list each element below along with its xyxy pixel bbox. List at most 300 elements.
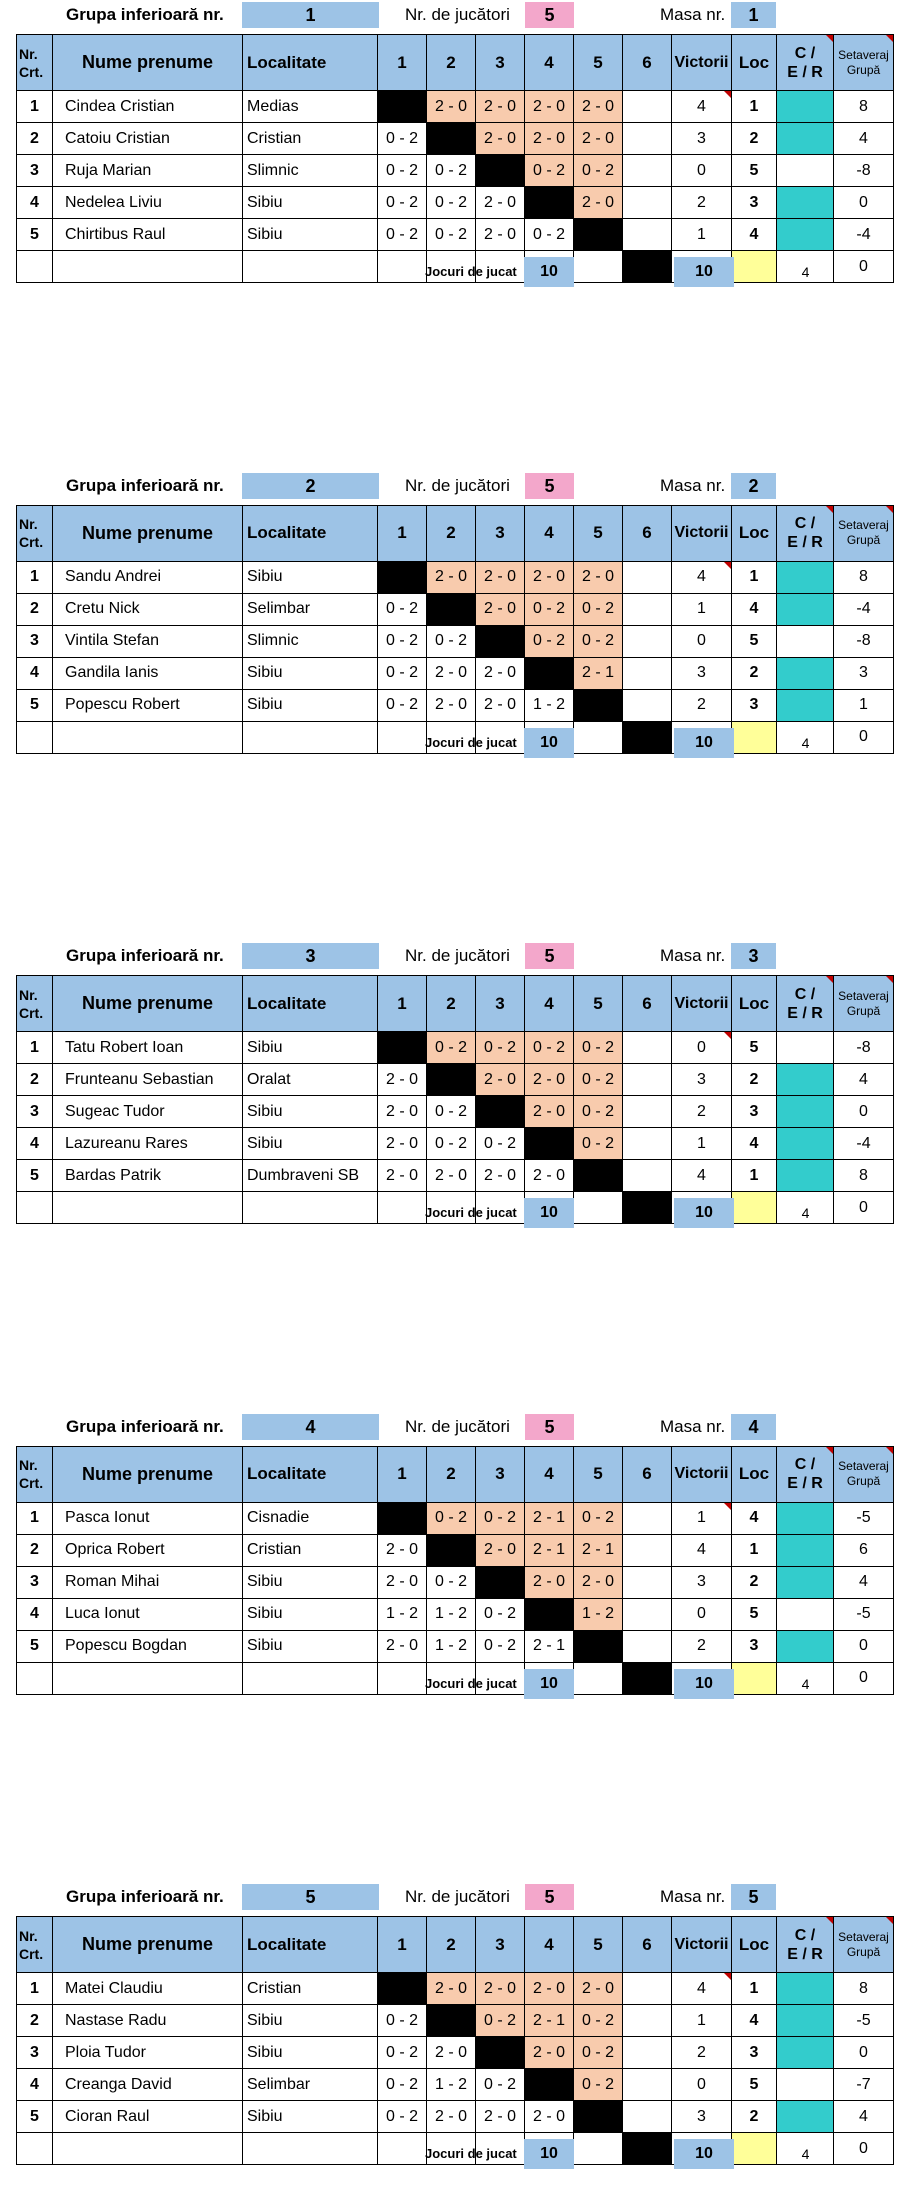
score-cell xyxy=(525,1128,574,1160)
player-name xyxy=(53,1662,243,1694)
col-opponent-4-header: 4 xyxy=(525,1446,574,1502)
row-number: 1 xyxy=(17,1502,53,1534)
cer-cell xyxy=(777,2037,834,2069)
player-locality: Sibiu xyxy=(243,2037,378,2069)
player-locality: Cristian xyxy=(243,1534,378,1566)
score-cell xyxy=(623,2005,672,2037)
cer-cell xyxy=(777,155,834,187)
comment-marker-icon[interactable] xyxy=(826,506,833,513)
score-cell xyxy=(427,1534,476,1566)
wins-value: 3 xyxy=(697,664,706,681)
player-row xyxy=(17,155,894,187)
set-average-cell: 0 xyxy=(834,251,894,283)
group-section-1 xyxy=(0,0,900,330)
row-number: 4 xyxy=(17,2069,53,2101)
place-cell xyxy=(732,1662,777,1694)
score-cell xyxy=(476,1096,525,1128)
score-cell xyxy=(623,593,672,625)
col-opponent-1-header: 1 xyxy=(378,35,427,91)
results-table xyxy=(16,975,894,1224)
score-cell xyxy=(623,1032,672,1064)
set-average-cell: 0 xyxy=(834,187,894,219)
row-number xyxy=(17,1662,53,1694)
player-row xyxy=(17,2069,894,2101)
wins-cell xyxy=(672,689,732,721)
score-cell xyxy=(574,2101,623,2133)
col-cer-header xyxy=(777,976,834,1032)
row-number: 4 xyxy=(17,1598,53,1630)
score-cell xyxy=(623,251,672,283)
score-cell: 2 - 0 xyxy=(525,561,574,593)
player-name: Bardas Patrik xyxy=(53,1160,243,1192)
wins-value: 2 xyxy=(697,193,706,211)
score-cell: 2 - 0 xyxy=(476,1160,525,1192)
score-cell: 2 - 1 xyxy=(574,657,623,689)
set-average-cell: -8 xyxy=(834,625,894,657)
col-name-header: Nume prenume xyxy=(53,35,243,91)
player-row xyxy=(17,1973,894,2005)
cer-cell xyxy=(777,1598,834,1630)
col-set-line2: Grupă xyxy=(846,62,881,77)
wins-value: 4 xyxy=(697,1541,706,1558)
place-cell: 5 xyxy=(732,155,777,187)
place-cell: 3 xyxy=(732,187,777,219)
score-cell xyxy=(623,721,672,753)
score-cell: 1 - 2 xyxy=(427,1630,476,1662)
score-cell xyxy=(427,123,476,155)
col-cer-line1: C / xyxy=(794,44,816,62)
col-cer-line1: C / xyxy=(794,1456,816,1473)
col-opponent-5-header: 5 xyxy=(574,35,623,91)
col-locality-header: Localitate xyxy=(243,505,378,561)
score-cell xyxy=(623,2037,672,2069)
player-row xyxy=(17,1598,894,1630)
player-row xyxy=(17,91,894,123)
wins-value: 1 xyxy=(697,225,706,243)
player-locality: Sibiu xyxy=(243,2005,378,2037)
score-cell: 2 - 0 xyxy=(525,91,574,123)
wins-cell xyxy=(672,155,732,187)
score-cell: 0 - 2 xyxy=(378,2101,427,2133)
place-cell: 5 xyxy=(732,1598,777,1630)
col-opponent-4-header: 4 xyxy=(525,505,574,561)
score-cell xyxy=(623,187,672,219)
player-name: Cindea Cristian xyxy=(53,91,243,123)
table-label: Masa nr. xyxy=(660,5,726,24)
score-cell: 2 - 0 xyxy=(574,123,623,155)
player-name: Tatu Robert Ioan xyxy=(53,1032,243,1064)
col-nr-line1: Nr. xyxy=(19,986,38,1003)
col-cer-line2: E / R xyxy=(787,1004,823,1022)
col-opponent-3-header: 3 xyxy=(476,1917,525,1973)
player-name: Vintila Stefan xyxy=(53,625,243,657)
wins-value: 4 xyxy=(697,97,706,115)
col-opponent-6-header: 6 xyxy=(623,505,672,561)
col-name-header: Nume prenume xyxy=(53,1917,243,1973)
col-place-header: Loc xyxy=(732,1446,777,1502)
group-number: 5 xyxy=(242,1884,379,1910)
col-nr-line1: Nr. xyxy=(19,516,38,532)
col-set-header xyxy=(834,35,894,91)
row-number: 3 xyxy=(17,625,53,657)
score-cell xyxy=(623,219,672,251)
players-label: Nr. de jucători xyxy=(405,1887,510,1906)
group-label: Grupa inferioară nr. xyxy=(66,1887,224,1906)
players-count: 5 xyxy=(525,1414,574,1440)
cer-cell xyxy=(777,1502,834,1534)
place-cell: 2 xyxy=(732,2101,777,2133)
player-name: Popescu Robert xyxy=(53,689,243,721)
player-name: Nastase Radu xyxy=(53,2005,243,2037)
comment-marker-icon[interactable] xyxy=(886,976,893,983)
table-label: Masa nr. xyxy=(660,1887,726,1906)
score-cell xyxy=(623,1662,672,1694)
score-cell: 2 - 0 xyxy=(378,1630,427,1662)
score-cell: 2 - 0 xyxy=(427,2037,476,2069)
col-set-header xyxy=(834,1917,894,1973)
cer-cell xyxy=(777,593,834,625)
score-cell xyxy=(378,1502,427,1534)
col-cer-header xyxy=(777,35,834,91)
table-number: 3 xyxy=(731,943,776,969)
player-row xyxy=(17,1566,894,1598)
score-cell: 2 - 0 xyxy=(525,1064,574,1096)
player-row xyxy=(17,1064,894,1096)
wins-value: 2 xyxy=(697,1637,706,1654)
place-cell xyxy=(732,2133,777,2165)
comment-marker-icon[interactable] xyxy=(886,1917,893,1924)
set-average-cell: 1 xyxy=(834,689,894,721)
header-row xyxy=(17,976,894,1032)
col-nr-header xyxy=(17,505,53,561)
header-row xyxy=(17,1446,894,1502)
col-set-line2: Grupă xyxy=(846,1003,881,1018)
score-cell: 2 - 0 xyxy=(476,219,525,251)
col-opponent-3-header: 3 xyxy=(476,35,525,91)
games-extra: 4 xyxy=(801,2146,810,2162)
set-average-cell: 0 xyxy=(834,721,894,753)
cer-cell xyxy=(777,625,834,657)
player-row xyxy=(17,1032,894,1064)
place-cell: 1 xyxy=(732,91,777,123)
col-opponent-2-header: 2 xyxy=(427,1917,476,1973)
col-set-line1: Setaveraj xyxy=(838,1929,889,1944)
row-number xyxy=(17,2133,53,2165)
col-cer-line2: E / R xyxy=(787,63,823,81)
row-number: 5 xyxy=(17,219,53,251)
player-row xyxy=(17,561,894,593)
col-set-line2: Grupă xyxy=(846,1944,881,1959)
games-label: Jocuri de jucat xyxy=(425,1675,517,1691)
cer-cell xyxy=(777,1032,834,1064)
player-locality: Sibiu xyxy=(243,1630,378,1662)
score-cell xyxy=(476,2037,525,2069)
player-row xyxy=(17,2037,894,2069)
wins-cell xyxy=(672,1534,732,1566)
score-cell xyxy=(574,219,623,251)
games-count-total: 10 xyxy=(674,1669,734,1699)
score-cell: 2 - 1 xyxy=(525,1502,574,1534)
score-cell xyxy=(623,1160,672,1192)
set-average-cell: 8 xyxy=(834,91,894,123)
score-cell xyxy=(574,1630,623,1662)
place-cell: 3 xyxy=(732,2037,777,2069)
col-nr-header xyxy=(17,1446,53,1502)
score-cell: 0 - 2 xyxy=(574,2069,623,2101)
comment-marker-icon[interactable] xyxy=(724,91,731,98)
score-cell: 0 - 2 xyxy=(476,1630,525,1662)
row-number: 5 xyxy=(17,2101,53,2133)
col-opponent-3-header: 3 xyxy=(476,505,525,561)
col-opponent-5-header: 5 xyxy=(574,976,623,1032)
player-locality: Sibiu xyxy=(243,1096,378,1128)
score-cell: 2 - 0 xyxy=(476,1534,525,1566)
score-cell: 0 - 2 xyxy=(378,219,427,251)
comment-marker-icon[interactable] xyxy=(886,35,893,42)
col-locality-header: Localitate xyxy=(243,35,378,91)
place-cell: 2 xyxy=(732,657,777,689)
score-cell: 0 - 2 xyxy=(476,1598,525,1630)
cer-cell xyxy=(777,123,834,155)
col-opponent-4-header: 4 xyxy=(525,976,574,1032)
col-nr-line1: Nr. xyxy=(19,1927,38,1944)
place-cell: 5 xyxy=(732,2069,777,2101)
score-cell: 0 - 2 xyxy=(378,625,427,657)
games-extra: 4 xyxy=(801,1675,810,1692)
player-name: Frunteanu Sebastian xyxy=(53,1064,243,1096)
cer-cell xyxy=(777,1160,834,1192)
cer-cell xyxy=(777,91,834,123)
score-cell: 2 - 0 xyxy=(476,1973,525,2005)
cer-cell xyxy=(777,657,834,689)
score-cell: 0 - 2 xyxy=(427,155,476,187)
games-label: Jocuri de jucat xyxy=(425,264,517,279)
col-nr-header xyxy=(17,35,53,91)
player-name: Ruja Marian xyxy=(53,155,243,187)
wins-value: 0 xyxy=(697,161,706,179)
header-row xyxy=(17,35,894,91)
score-cell: 0 - 2 xyxy=(525,155,574,187)
col-locality-header: Localitate xyxy=(243,1446,378,1502)
row-number: 1 xyxy=(17,1973,53,2005)
wins-cell xyxy=(672,1502,732,1534)
score-cell xyxy=(574,1160,623,1192)
row-number: 2 xyxy=(17,2005,53,2037)
set-average-cell: 0 xyxy=(834,2037,894,2069)
score-cell: 1 - 2 xyxy=(525,689,574,721)
score-cell xyxy=(623,91,672,123)
score-cell: 0 - 2 xyxy=(574,2037,623,2069)
set-average-cell: -4 xyxy=(834,593,894,625)
set-average-cell: 4 xyxy=(834,1566,894,1598)
wins-value: 0 xyxy=(697,1605,706,1622)
score-cell: 2 - 0 xyxy=(427,91,476,123)
score-cell xyxy=(623,1192,672,1224)
col-opponent-3-header: 3 xyxy=(476,1446,525,1502)
player-locality xyxy=(243,2133,378,2165)
score-cell: 2 - 0 xyxy=(574,91,623,123)
games-count: 10 xyxy=(524,1198,574,1228)
score-cell: 0 - 2 xyxy=(574,1032,623,1064)
score-cell: 2 - 0 xyxy=(574,187,623,219)
player-locality: Sibiu xyxy=(243,1598,378,1630)
wins-cell xyxy=(672,561,732,593)
player-name: Cioran Raul xyxy=(53,2101,243,2133)
results-table xyxy=(16,1446,894,1695)
score-cell xyxy=(525,187,574,219)
group-number: 2 xyxy=(242,473,379,499)
comment-marker-icon[interactable] xyxy=(826,1917,833,1924)
col-nr-line1: Nr. xyxy=(19,45,38,62)
row-number xyxy=(17,721,53,753)
score-cell xyxy=(623,1128,672,1160)
score-cell: 2 - 0 xyxy=(427,2101,476,2133)
player-locality: Sibiu xyxy=(243,187,378,219)
col-place-header: Loc xyxy=(732,1917,777,1973)
set-average-cell: 8 xyxy=(834,1160,894,1192)
comment-marker-icon[interactable] xyxy=(886,1447,893,1454)
results-table xyxy=(16,1916,894,2165)
wins-cell xyxy=(672,657,732,689)
group-label: Grupa inferioară nr. xyxy=(66,1416,224,1436)
score-cell: 1 - 2 xyxy=(378,1598,427,1630)
score-cell: 0 - 2 xyxy=(378,657,427,689)
score-cell: 2 - 0 xyxy=(378,1160,427,1192)
col-opponent-6-header: 6 xyxy=(623,976,672,1032)
score-cell: 0 - 2 xyxy=(378,155,427,187)
games-label: Jocuri de jucat xyxy=(425,2146,517,2161)
player-name: Nedelea Liviu xyxy=(53,187,243,219)
col-opponent-6-header: 6 xyxy=(623,1917,672,1973)
player-name xyxy=(53,251,243,283)
col-set-line2: Grupă xyxy=(846,533,881,547)
comment-marker-icon[interactable] xyxy=(886,506,893,513)
set-average-cell: -7 xyxy=(834,2069,894,2101)
set-average-cell: 0 xyxy=(834,1662,894,1694)
score-cell xyxy=(574,1662,623,1694)
score-cell xyxy=(623,625,672,657)
score-cell: 0 - 2 xyxy=(378,689,427,721)
wins-value: 4 xyxy=(697,1166,706,1184)
table-number: 5 xyxy=(731,1884,776,1910)
wins-cell xyxy=(672,1160,732,1192)
col-nr-line2: Crt. xyxy=(19,1945,44,1962)
row-number: 3 xyxy=(17,155,53,187)
player-row xyxy=(17,689,894,721)
score-cell: 2 - 0 xyxy=(525,1160,574,1192)
comment-marker-icon[interactable] xyxy=(826,1447,833,1454)
wins-cell xyxy=(672,2069,732,2101)
score-cell: 1 - 2 xyxy=(427,1598,476,1630)
player-locality: Medias xyxy=(243,91,378,123)
set-average-cell: -8 xyxy=(834,155,894,187)
games-count: 10 xyxy=(524,2139,574,2169)
player-locality xyxy=(243,721,378,753)
col-cer-header xyxy=(777,1446,834,1502)
score-cell: 0 - 2 xyxy=(378,123,427,155)
col-nr-header xyxy=(17,1917,53,1973)
player-row xyxy=(17,657,894,689)
set-average-cell: -8 xyxy=(834,1032,894,1064)
set-average-cell: -5 xyxy=(834,1502,894,1534)
wins-cell xyxy=(672,1128,732,1160)
comment-marker-icon[interactable] xyxy=(826,35,833,42)
col-cer-line2: E / R xyxy=(787,1475,823,1492)
score-cell: 2 - 0 xyxy=(525,2101,574,2133)
row-number: 3 xyxy=(17,1096,53,1128)
col-opponent-5-header: 5 xyxy=(574,1917,623,1973)
group-label: Grupa inferioară nr. xyxy=(66,475,224,495)
row-number: 1 xyxy=(17,561,53,593)
score-cell: 2 - 0 xyxy=(525,2037,574,2069)
row-number: 2 xyxy=(17,1534,53,1566)
player-name: Gandila Ianis xyxy=(53,657,243,689)
cer-cell xyxy=(777,689,834,721)
score-cell: 0 - 2 xyxy=(378,2005,427,2037)
set-average-cell: 4 xyxy=(834,2101,894,2133)
player-name xyxy=(53,721,243,753)
col-set-header xyxy=(834,1446,894,1502)
score-cell: 2 - 0 xyxy=(476,1064,525,1096)
set-average-cell: 4 xyxy=(834,123,894,155)
wins-value: 1 xyxy=(697,1509,706,1526)
score-cell: 2 - 0 xyxy=(574,561,623,593)
player-row xyxy=(17,1160,894,1192)
wins-cell xyxy=(672,123,732,155)
comment-marker-icon[interactable] xyxy=(724,1032,731,1039)
col-opponent-1-header: 1 xyxy=(378,1446,427,1502)
col-place-header: Loc xyxy=(732,976,777,1032)
score-cell: 2 - 0 xyxy=(574,1566,623,1598)
score-cell xyxy=(378,91,427,123)
col-place-header: Loc xyxy=(732,35,777,91)
games-extra: 4 xyxy=(801,1205,810,1221)
row-number: 2 xyxy=(17,593,53,625)
place-cell: 4 xyxy=(732,2005,777,2037)
wins-cell xyxy=(672,593,732,625)
player-row xyxy=(17,123,894,155)
col-place-header: Loc xyxy=(732,505,777,561)
score-cell xyxy=(378,1192,427,1224)
players-count: 5 xyxy=(525,2,574,28)
player-name xyxy=(53,1192,243,1224)
player-locality xyxy=(243,1192,378,1224)
col-wins-header: Victorii xyxy=(672,976,732,1032)
score-cell xyxy=(427,2005,476,2037)
row-number: 5 xyxy=(17,1160,53,1192)
col-opponent-2-header: 2 xyxy=(427,976,476,1032)
player-locality: Sibiu xyxy=(243,2101,378,2133)
wins-cell xyxy=(672,2005,732,2037)
score-cell: 0 - 2 xyxy=(574,1128,623,1160)
col-set-line1: Setaveraj xyxy=(838,1459,889,1473)
score-cell: 2 - 0 xyxy=(427,1160,476,1192)
comment-marker-icon[interactable] xyxy=(724,1973,731,1980)
comment-marker-icon[interactable] xyxy=(724,562,731,569)
games-extra: 4 xyxy=(801,734,810,751)
col-set-line1: Setaveraj xyxy=(838,47,889,62)
comment-marker-icon[interactable] xyxy=(724,1503,731,1510)
score-cell xyxy=(623,2101,672,2133)
player-locality: Dumbraveni SB xyxy=(243,1160,378,1192)
score-cell xyxy=(623,1598,672,1630)
score-cell: 2 - 1 xyxy=(574,1534,623,1566)
player-locality: Sibiu xyxy=(243,561,378,593)
comment-marker-icon[interactable] xyxy=(826,976,833,983)
col-nr-line2: Crt. xyxy=(19,1004,44,1021)
score-cell: 0 - 2 xyxy=(427,1032,476,1064)
games-count: 10 xyxy=(524,1669,574,1699)
